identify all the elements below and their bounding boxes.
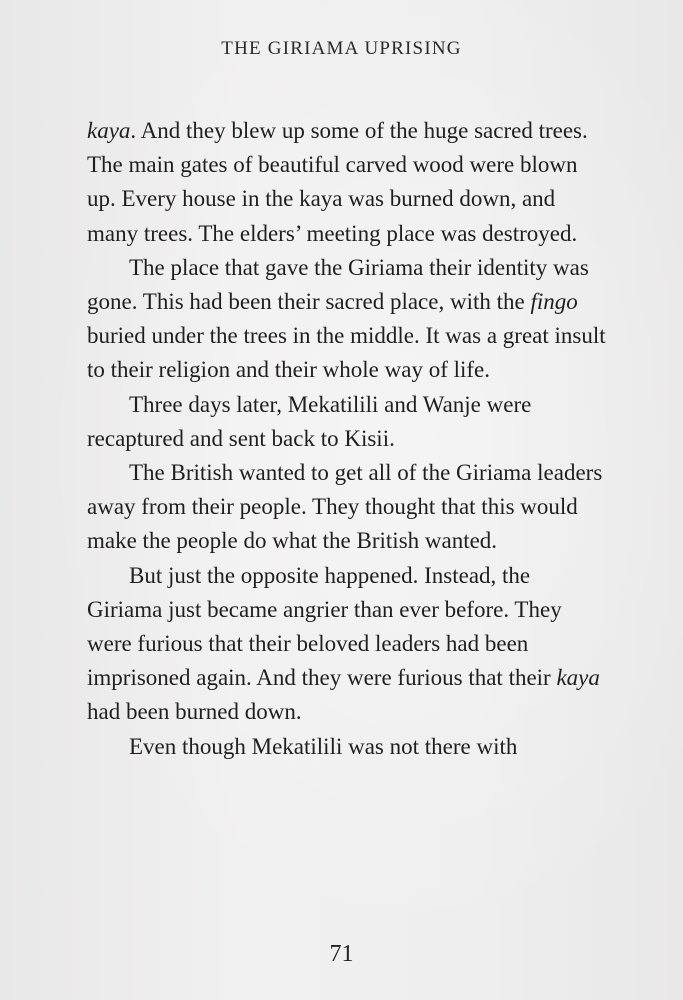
paragraph [87, 730, 607, 764]
italic-run: kaya [87, 118, 131, 143]
body-text [87, 114, 607, 764]
paragraph [87, 114, 607, 251]
text-run: had been burned down. [87, 699, 302, 725]
text-run: Three days later, Mekatilili and Wanje were recaptured and sent back to Kisii. [87, 391, 532, 451]
running-head: THE GIRIAMA UPRISING [221, 38, 462, 59]
paragraph [87, 251, 607, 388]
text-run: The place that gave the Giriama their identity was gone. This had been their sacred place, with the [87, 254, 589, 315]
italic-run: kaya [556, 665, 600, 691]
paragraph [87, 559, 607, 730]
page-number: 71 [329, 941, 354, 967]
paragraph [87, 456, 607, 559]
text-run: The British wanted to get all of the Giriama leaders away from their people. They thought that this would make the people do what the British wanted. [87, 460, 603, 554]
text-run: . And they blew up some of the huge sacred trees. The main gates of beautiful carved wood were blown up. Every house in the kaya was burned down, and many trees. The elders’ meeting place was destroyed. [87, 118, 588, 246]
text-run: But just the opposite happened. Instead, the Giriama just became angrier than ever before. They were furious that their beloved leaders had been imprisoned again. And they were furious that their [87, 562, 562, 691]
paragraph [87, 388, 607, 456]
text-run: Even though Mekatilili was not there with [129, 733, 518, 759]
italic-run: fingo [530, 289, 578, 315]
text-run: buried under the trees in the middle. It was a great insult to their religion and their whole way of life. [87, 323, 606, 383]
